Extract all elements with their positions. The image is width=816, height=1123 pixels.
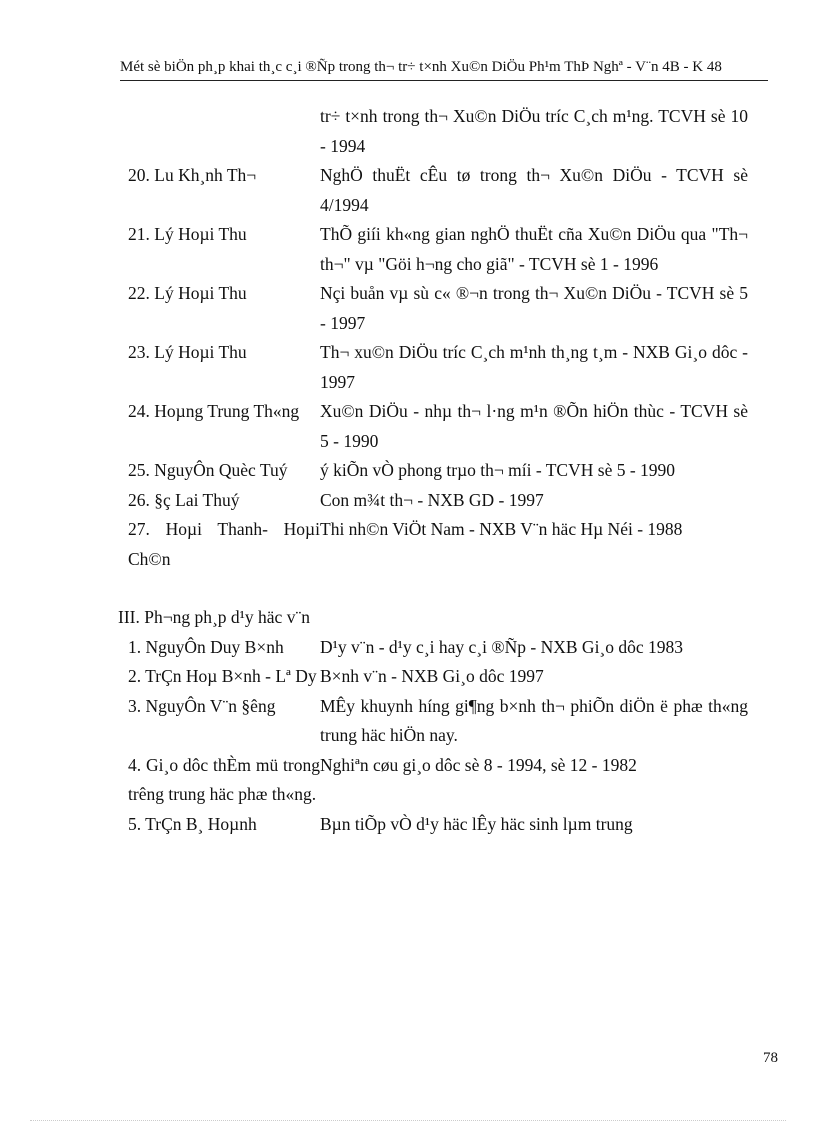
reference-work: Nghiªn cøu gi¸o dôc sè 8 - 1994, sè 12 - 1982 — [320, 754, 637, 775]
reference-author: 21. Lý Hoµi Thu — [128, 224, 247, 244]
reference-work: B×nh v¨n - NXB Gi¸o dôc 1997 — [320, 666, 544, 686]
reference-author — [128, 102, 320, 161]
reference-work: ý kiÕn vÒ phong trµo th¬ míi - TCVH sè 5 - 1990 — [320, 460, 676, 480]
reference-work: MÊy khuynh híng gi¶ng b×nh th¬ phiÕn diÖn ë phæ th«ng trung häc hiÖn nay. — [320, 695, 748, 745]
reference-author: 27. Hoµi Thanh- Hoµi Ch©n — [128, 519, 320, 569]
reference-entry — [128, 692, 748, 751]
reference-author: 3. NguyÔn V¨n §êng — [128, 695, 276, 716]
reference-work: Con m¾t th¬ - NXB GD - 1997 — [320, 489, 544, 510]
running-header — [120, 56, 768, 81]
reference-entry — [128, 633, 748, 663]
reference-entry — [128, 515, 748, 574]
reference-entry — [128, 102, 748, 161]
reference-author: 20. Lu Kh¸nh Th¬ — [128, 165, 257, 185]
reference-author: 26. §ç Lai Thuý — [128, 489, 240, 510]
header-text: Mét sè biÖn ph¸p khai th¸c c¸i ®Ñp trong th¬ tr÷ t×nh Xu©n DiÖu Ph¹m ThÞ Nghª - V¨n 4B - K 48 — [120, 59, 722, 75]
reference-work: NghÖ thuËt cÊu tø trong th¬ Xu©n DiÖu - TCVH sè 4/1994 — [320, 165, 748, 215]
reference-entry — [128, 220, 748, 279]
reference-work: Th¬ xu©n DiÖu tríc C¸ch m¹nh th¸ng t¸m - NXB Gi¸o dôc - 1997 — [320, 342, 748, 392]
reference-work: ThÕ giíi kh«ng gian nghÖ thuËt cña Xu©n DiÖu qua "Th¬ th¬" vµ "Göi h¬ng cho giã" - TCVH sè 1 - 1996 — [320, 224, 748, 274]
reference-entry — [128, 338, 748, 397]
reference-work: D¹y v¨n - d¹y c¸i hay c¸i ®Ñp - NXB Gi¸o dôc 1983 — [320, 636, 684, 657]
page-number: 78 — [763, 1050, 778, 1066]
reference-author: 4. Gi¸o dôc thÈm mü trong trêng trung häc phæ th«ng. — [128, 754, 320, 804]
reference-group-teaching-methods — [128, 633, 748, 840]
reference-author: 23. Lý Hoµi Thu — [128, 342, 247, 362]
reference-group-authors-xuan-dieu — [128, 102, 748, 574]
reference-author: 25. NguyÔn Quèc Tuý — [128, 460, 288, 480]
reference-author: 1. NguyÔn Duy B×nh — [128, 636, 284, 657]
reference-entry — [128, 456, 748, 486]
reference-work: tr÷ t×nh trong th¬ Xu©n DiÖu tríc C¸ch m¹ng. TCVH sè 10 - 1994 — [320, 106, 748, 156]
reference-author: 5. TrÇn B¸ Hoµnh — [128, 813, 257, 834]
reference-author: 22. Lý Hoµi Thu — [128, 283, 247, 303]
reference-entry — [128, 662, 748, 692]
reference-list — [118, 102, 748, 839]
footer-dotted-rule — [30, 1120, 786, 1121]
reference-entry — [128, 161, 748, 220]
section-title: III. Ph¬ng ph¸p d¹y häc v¨n — [118, 607, 311, 627]
reference-entry — [128, 397, 748, 456]
reference-entry — [128, 486, 748, 516]
reference-entry — [128, 810, 748, 840]
reference-work: Xu©n DiÖu - nhµ th¬ l·ng m¹n ®Õn hiÖn thùc - TCVH sè 5 - 1990 — [320, 401, 748, 451]
reference-work: Bµn tiÕp vÒ d¹y häc lÊy häc sinh lµm trung — [320, 813, 633, 834]
reference-entry — [128, 751, 748, 810]
reference-entry — [128, 279, 748, 338]
reference-author: 2. TrÇn Hoµ B×nh - Lª Dy — [128, 666, 317, 686]
reference-author: 24. Hoµng Trung Th«ng — [128, 401, 300, 421]
reference-work: Nçi buån vµ sù c« ®¬n trong th¬ Xu©n DiÖu - TCVH sè 5 - 1997 — [320, 283, 748, 333]
reference-work: Thi nh©n ViÖt Nam - NXB V¨n häc Hµ Néi - 1988 — [320, 519, 683, 539]
